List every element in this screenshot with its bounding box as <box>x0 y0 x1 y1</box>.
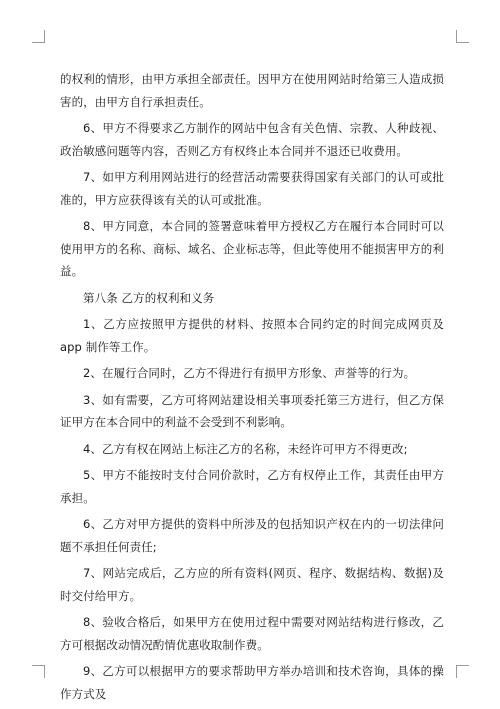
crop-mark-top-right <box>456 30 469 43</box>
section-heading: 第八条 乙方的权利和义务 <box>83 290 215 305</box>
paragraph: 8、验收合格后，如果甲方在使用过程中需要对网站结构进行修改，乙方可根据改动情况酌情优惠收取制作费。 <box>60 615 444 652</box>
crop-mark-bottom-left <box>32 665 45 678</box>
paragraph: 6、甲方不得要求乙方制作的网站中包含有关色情、宗教、人种歧视、政治敏感问题等内容，否则乙方有权终止本合同并不退还已收费用。 <box>60 121 444 158</box>
crop-mark-bottom-right <box>456 665 469 678</box>
paragraph: 8、甲方同意，本合同的签署意味着甲方授权乙方在履行本合同时可以使用甲方的名称、商标、域名、企业标志等，但此等使用不能损害甲方的利益。 <box>60 219 444 278</box>
paragraph: 7、网站完成后，乙方应的所有资料(网页、程序、数据结构、数据)及时交付给甲方。 <box>60 566 444 603</box>
paragraph: 的权利的情形，由甲方承担全部责任。因甲方在使用网站时给第三人造成损害的，由甲方自行承担责任。 <box>60 72 444 109</box>
paragraph: 6、乙方对甲方提供的资料中所涉及的包括知识产权在内的一切法律问题不承担任何责任; <box>60 517 444 554</box>
paragraph: 9、乙方可以根据甲方的要求帮助甲方举办培训和技术咨询，具体的操作方式及 <box>60 664 444 701</box>
paragraph: 3、如有需要，乙方可将网站建设相关事项委托第三方进行，但乙方保证甲方在本合同中的利益不会受到不利影响。 <box>60 392 444 429</box>
crop-mark-top-left <box>32 30 45 43</box>
paragraph: 2、在履行合同时，乙方不得进行有损甲方形象、声誉等的行为。 <box>83 366 416 380</box>
paragraph: 4、乙方有权在网站上标注乙方的名称，未经许可甲方不得更改; <box>83 441 408 456</box>
paragraph: 7、如甲方利用网站进行的经营活动需要获得国家有关部门的认可或批准的，甲方应获得该有关的认可或批准。 <box>60 170 444 207</box>
document-body <box>60 68 444 709</box>
paragraph: 1、乙方应按照甲方提供的材料、按照本合同约定的时间完成网页及 app 制作等工作。 <box>60 317 444 354</box>
paragraph: 5、甲方不能按时支付合同价款时，乙方有权停止工作，其责任由甲方承担。 <box>60 468 444 505</box>
